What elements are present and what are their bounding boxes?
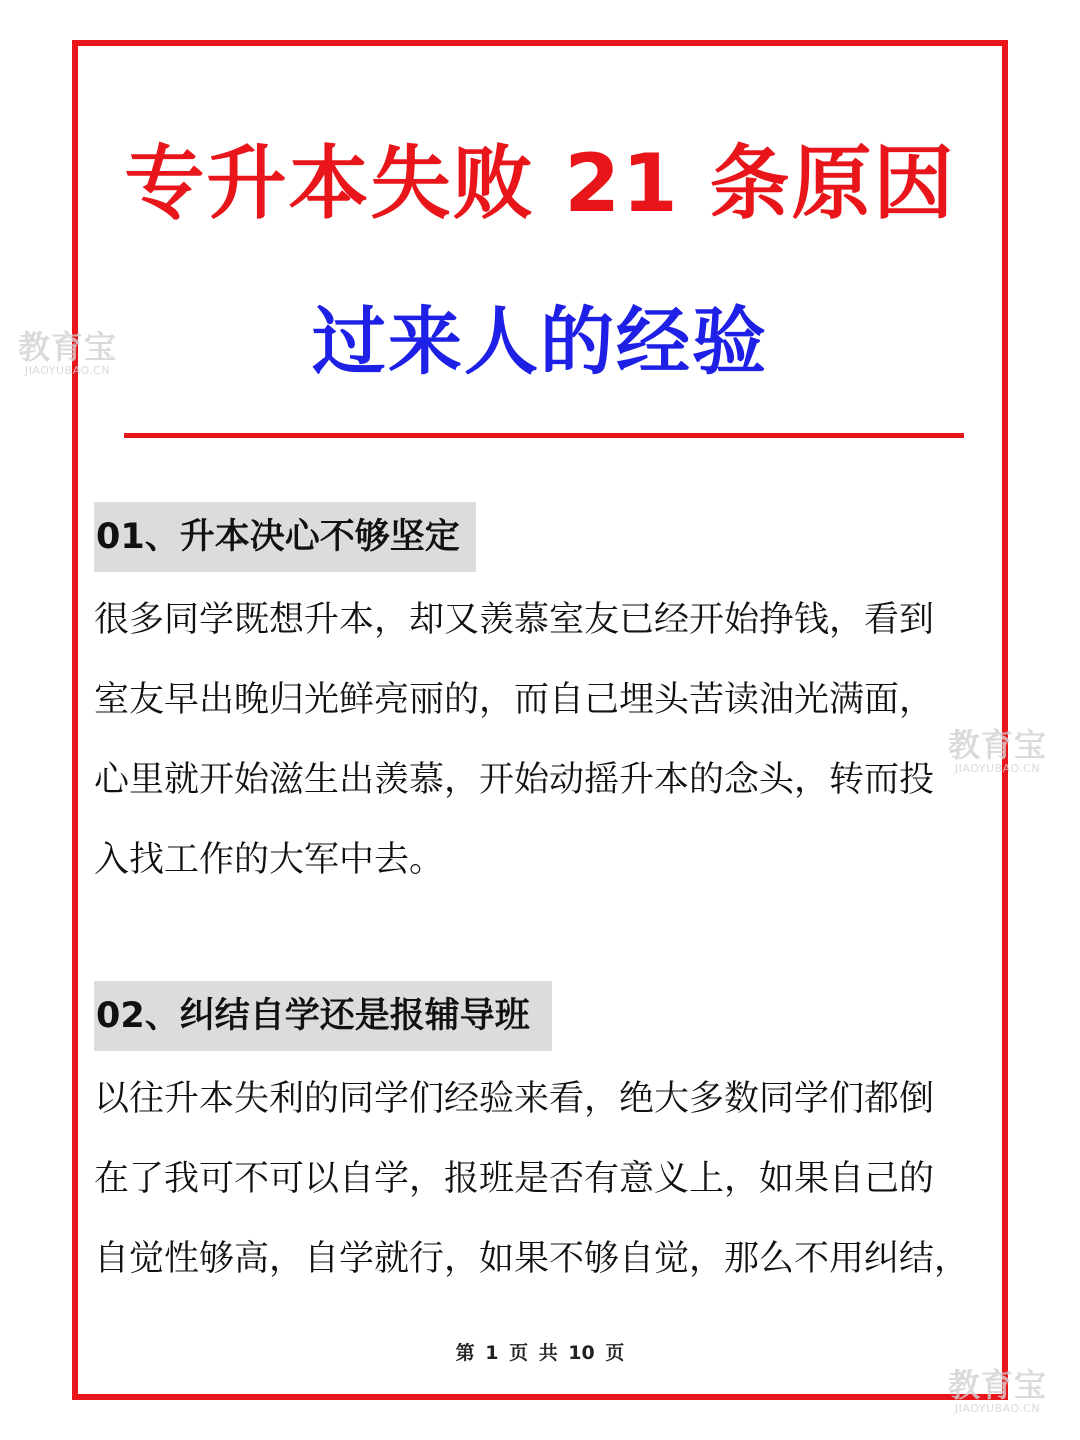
page-number: 第 1 页 共 10 页 [455, 1342, 625, 1364]
watermark-url: JIAOYUBAO.CN [954, 762, 1041, 775]
section-body-01: 很多同学既想升本，却又羡慕室友已经开始挣钱，看到 室友早出晚归光鲜亮丽的，而自己埋头苦读油光满面， 心里就开始滋生出羡慕，开始动摇升本的念头，转而投 入找工作的大军中去。 [94, 600, 935, 880]
watermark-name: 教育宝 [948, 1366, 1048, 1404]
watermark-logo [18, 330, 117, 378]
watermark-name: 教育宝 [948, 726, 1048, 764]
watermark-name: 教育宝 [18, 328, 118, 366]
title-divider [124, 433, 964, 438]
page-subtitle: 过来人的经验 [312, 299, 768, 385]
watermark-logo [948, 1368, 1047, 1416]
section-body-02: 以往升本失利的同学们经验来看，绝大多数同学们都倒 在了我可不可以自学，报班是否有意义上，如果自己的 自觉性够高，自学就行，如果不够自觉，那么不用纠结， [94, 1079, 970, 1279]
page-title: 专升本失败 21 条原因 [124, 137, 956, 230]
watermark-url: JIAOYUBAO.CN [24, 364, 111, 377]
watermark-url: JIAOYUBAO.CN [954, 1402, 1041, 1415]
section-heading-02: 02、纠结自学还是报辅导班 [94, 981, 552, 1051]
section-heading-01: 01、升本决心不够坚定 [94, 502, 476, 572]
watermark-logo [948, 728, 1047, 776]
